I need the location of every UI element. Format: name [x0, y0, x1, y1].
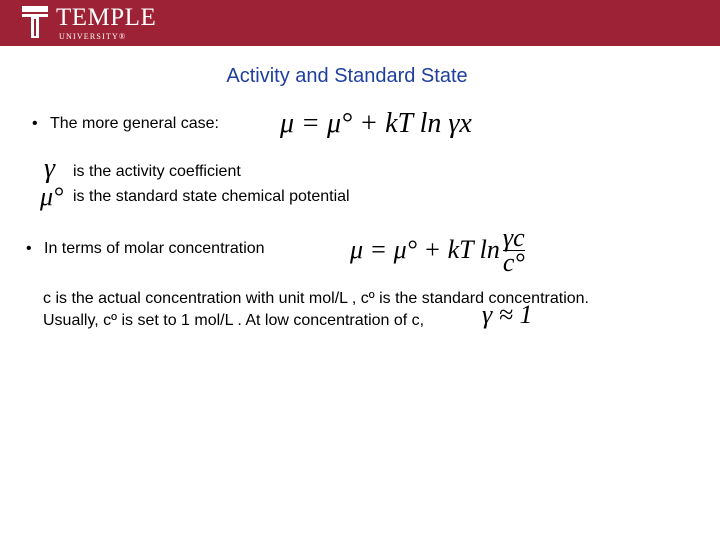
fraction-numerator: γc	[502, 222, 525, 252]
bullet-dot: •	[26, 240, 32, 257]
symbol-mu-standard: μ°	[40, 182, 64, 211]
bullet-general-case-text: The more general case:	[50, 115, 219, 132]
bullet-dot: •	[32, 115, 38, 132]
definition-mu-standard: is the standard state chemical potential	[73, 188, 350, 205]
equation-molar	[350, 222, 525, 278]
equation-molar-lhs: μ = μ° + kT ln	[350, 235, 500, 264]
bullet-molar-concentration-text: In terms of molar concentration	[44, 240, 265, 257]
paragraph-line-2: Usually, cº is set to 1 mol/L . At low concentration of c,	[43, 312, 425, 329]
bullet-general-case	[32, 114, 219, 134]
temple-t-logo-icon	[22, 6, 48, 38]
header-bar	[0, 0, 720, 46]
logo-subtext: UNIVERSITY®	[59, 32, 127, 41]
symbol-gamma: γ	[44, 153, 56, 184]
definition-gamma: is the activity coefficient	[73, 163, 241, 180]
equation-gamma-approx: γ ≈ 1	[482, 300, 533, 329]
fraction-denominator: c°	[502, 247, 525, 277]
logo-wordmark: TEMPLE	[56, 4, 157, 31]
bullet-molar-concentration	[26, 239, 265, 259]
paragraph-line-1: c is the actual concentration with unit mol/L , cº is the standard concentration.	[43, 290, 589, 307]
equation-general: μ = μ° + kT ln γx	[280, 108, 472, 139]
slide-title: Activity and Standard State	[226, 65, 468, 87]
equation-molar-fraction	[502, 222, 525, 277]
